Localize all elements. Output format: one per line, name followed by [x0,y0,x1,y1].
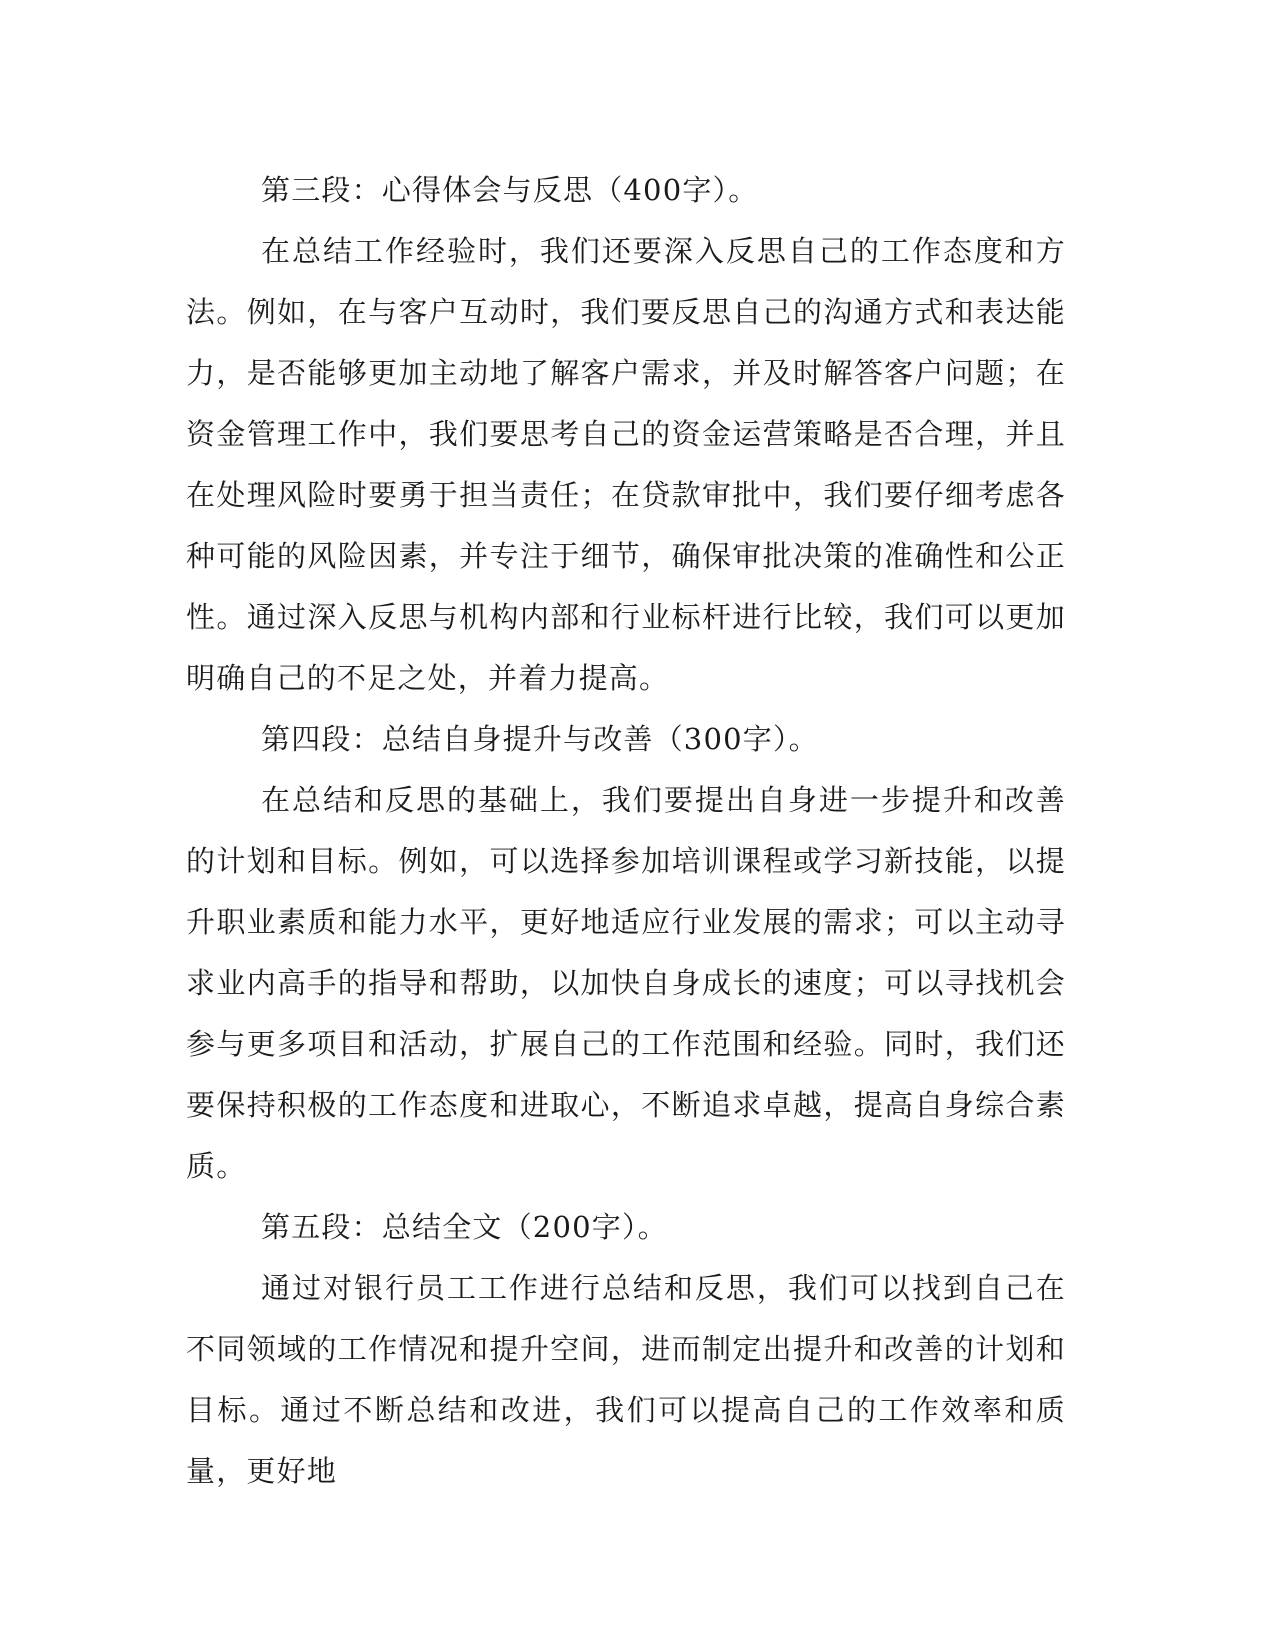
section-five-heading: 第五段：总结全文（200字）。 [261,1210,668,1244]
section-three-heading: 第三段：心得体会与反思（400字）。 [261,173,759,207]
section-three-paragraph: 在总结工作经验时，我们还要深入反思自己的工作态度和方法。例如，在与客户互动时，我们要反思自己的沟通方式和表达能力，是否能够更加主动地了解客户需求，并及时解答客户问题；在资金管理工作中，我们要思考自己的资金运营策略是否合理，并且在处理风险时要勇于担当责任；在贷款审批中，我们要仔细考虑各种可能的风险因素，并专注于细节，确保审批决策的准确性和公正性。通过深入反思与机构内部和行业标杆进行比较，我们可以更加明确自己的不足之处，并着力提高。 [186,234,1066,695]
section-four-paragraph: 在总结和反思的基础上，我们要提出自身进一步提升和改善的计划和目标。例如，可以选择参加培训课程或学习新技能，以提升职业素质和能力水平，更好地适应行业发展的需求；可以主动寻求业内高手的指导和帮助，以加快自身成长的速度；可以寻找机会参与更多项目和活动，扩展自己的工作范围和经验。同时，我们还要保持积极的工作态度和进取心，不断追求卓越，提高自身综合素质。 [186,783,1066,1183]
section-five-paragraph: 通过对银行员工工作进行总结和反思，我们可以找到自己在不同领域的工作情况和提升空间，进而制定出提升和改善的计划和目标。通过不断总结和改进，我们可以提高自己的工作效率和质量，更好地 [186,1271,1066,1488]
document-body [186,160,1066,1502]
section-four-heading: 第四段：总结自身提升与改善（300字）。 [261,722,819,756]
